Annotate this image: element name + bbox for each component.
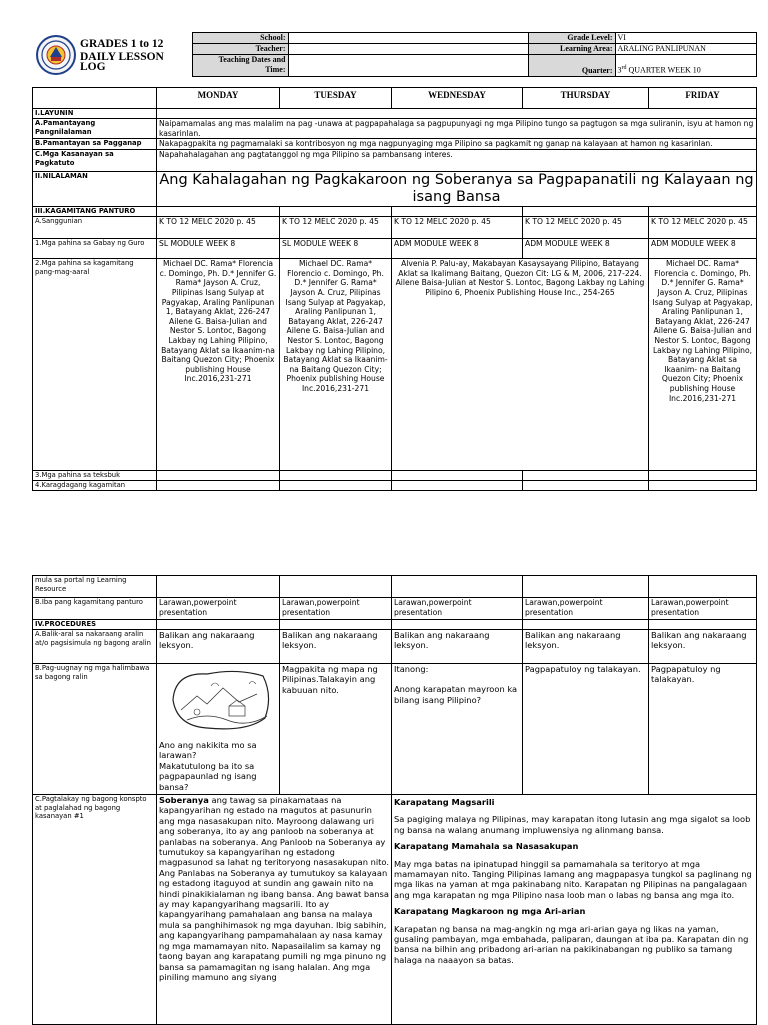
gabay-ng-guro-label: 1.Mga pahina sa Gabay ng Guro xyxy=(33,239,157,259)
soberanya-discussion xyxy=(157,795,392,1025)
pag-uugnay-friday: Pagpapatuloy ng talakayan. xyxy=(649,664,757,795)
lesson-log-header xyxy=(32,32,756,77)
portal-friday xyxy=(649,576,757,598)
pag-uugnay-label: B.Pag-uugnay ng mga halimbawa sa bagong ralin xyxy=(33,664,157,795)
kasanayan-sa-pagkatuto-label: C.Mga Kasanayan sa Pagkatuto xyxy=(33,150,157,172)
procedures-blank-mon xyxy=(157,620,280,630)
balik-aral-monday: Balikan ang nakaraang leksyon. xyxy=(157,630,280,664)
nilalaman-title: Ang Kahalagahan ng Pagkakaroon ng Soberanya sa Pagpapanatili ng Kalayaan ng isang Bansa xyxy=(157,172,757,207)
pamantayang-pangnilalaman-text: Naipamamalas ang mas malalim na pag -unawa at pagpapahalaga sa pagpupunyagi ng mga Pilipino tungo sa pagtugon sa mga suliranin, isyu at hamon ng kasarinlan. xyxy=(157,119,757,139)
sanggunian-label: A.Sanggunian xyxy=(33,217,157,239)
gabay-thursday: ADM MODULE WEEK 8 xyxy=(523,239,649,259)
section-layunin: I.LAYUNIN xyxy=(33,109,157,119)
drawing-image xyxy=(167,666,275,734)
references-wednesday-thursday: Alvenia P. Palu-ay, Makabayan Kasaysayang Pilipino, Batayang Aklat sa Ikalimang Baitang, Quezon Cit: LG & M, 2006, 217-224. Ailene Baisa-Julian at Nestor S. Lontoc, Bagong Lakbay ng Lahing Pilipino 6, Phoenix Publishing House Inc., 254-265 xyxy=(392,259,649,471)
teaching-dates-label xyxy=(192,55,288,77)
sanggunian-thursday: K TO 12 MELC 2020 p. 45 xyxy=(523,217,649,239)
portal-monday xyxy=(157,576,280,598)
quarter-value[interactable] xyxy=(615,55,756,77)
nilalaman-label: II.NILALAMAN xyxy=(33,172,157,207)
kagamitan-blank-tue xyxy=(280,207,392,217)
iba-friday: Larawan,powerpoint presentation xyxy=(649,598,757,620)
portal-wednesday xyxy=(392,576,523,598)
section-kagamitang-panturo: III.KAGAMITANG PANTURO xyxy=(33,207,157,217)
quarter-label: Quarter: xyxy=(528,55,615,77)
sanggunian-friday: K TO 12 MELC 2020 p. 45 xyxy=(649,217,757,239)
portal-tuesday xyxy=(280,576,392,598)
day-header-friday: FRIDAY xyxy=(649,88,757,109)
references-tuesday: Michael DC. Rama* Florencio c. Domingo, Ph. D.* Jennifer G. Rama* Jayson A. Cruz, Pilipinas Isang Sulyap at Pagyakap, Araling Panlipunan 1, Batayang Aklat, 226-247 Ailene G. Baisa-Julian and Nestor S. Lontoc, Bagong Lakbay ng Lahing Pilipino, Batayang Aklat sa Ikaanim- na Baitang Quezon City; Phoenix publishing House Inc.2016,231-271 xyxy=(280,259,392,471)
iba-tuesday: Larawan,powerpoint presentation xyxy=(280,598,392,620)
pamantayan-sa-pagganap-text: Nakapagpakita ng pagmamalaki sa kontribosyon ng mga nagpunyaging mga Pilipino sa pagkamit ng ganap na kalayaan at hamon ng kasarinlan. xyxy=(157,139,757,150)
form-title-grades: GRADES 1 to 12 xyxy=(80,37,164,50)
day-header-tuesday: TUESDAY xyxy=(280,88,392,109)
teaching-dates-label-1: Teaching Dates and xyxy=(218,55,286,64)
iba-thursday: Larawan,powerpoint presentation xyxy=(523,598,649,620)
kagamitan-blank-fri xyxy=(649,207,757,217)
gabay-monday: SL MODULE WEEK 8 xyxy=(157,239,280,259)
section-procedures: IV.PROCEDURES xyxy=(33,620,157,630)
pag-uugnay-thursday: Pagpapatuloy ng talakayan. xyxy=(523,664,649,795)
pamantayang-pangnilalaman-label: A.Pamantayang Pangnilalaman xyxy=(33,119,157,139)
balik-aral-friday: Balikan ang nakaraang leksyon. xyxy=(649,630,757,664)
sanggunian-wednesday: K TO 12 MELC 2020 p. 45 xyxy=(392,217,523,239)
soberanya-text: ang tawag sa pinakamataas na kapangyarihan ng estado na magutos at pasunurin ang mga nasasakupan nito. Mayroong dalawang uri ang soberanya, ito ay ang panloob na soberanya at panlabas na soberanya. Ang Panloob na Soberanya ay tumutukoy sa kapangyarihan ng estadong magpasunod sa lahat ng teritoryong nasasakupan nito. Ang Panlabas na Soberanya ay tumutukoy sa kalayaan ng estadong itaguyod at sundin ang gawain nito na hindi pinakikialaman ng ibang bansa. Ang bawat bansa ay may kapangyarihang magsarili. Ito ay kapangyarihang pamahalaan ang bansa na malaya mula sa panghihimasok ng mga dayuhan. Ibig sabihin, ang kapangyarihang pampamahalaan ay nasa kamay ng mga mamamayan nito. Napasailalim sa kamay ng taong bayan ang karapatang pumili ng mga pinuno ng bansa sa pamamagitan ng isang halalan. Ang mga piniling mamuno ang siyang xyxy=(159,795,389,982)
karapatang-mamahala-heading: Karapatang Mamahala sa Nasasakupan xyxy=(394,841,579,852)
kagamitang-mag-aaral-label: 2.Mga pahina sa kagamitang pang-mag-aaral xyxy=(33,259,157,471)
deped-seal-icon xyxy=(36,35,76,75)
lesson-log-table-continued xyxy=(32,575,756,1025)
teacher-field[interactable] xyxy=(288,44,528,55)
teksbuk-friday xyxy=(649,471,757,481)
karapatang-ari-arian-heading: Karapatang Magkaroon ng mga Ari-arian xyxy=(394,906,586,917)
karapatang-ari-arian-text: Karapatan ng bansa na mag-angkin ng mga ari-arian gaya ng likas na yaman, gusaling pambayan, mga embahada, paliparan, daungan at iba pa. Karapatan din ng bansa na bilhin ang pribadong ari-arian na pakikinabangan ng publiko sa tamang halaga na naaayon sa batas. xyxy=(394,923,749,965)
section-layunin-blank xyxy=(157,109,757,119)
karagdagang-thursday xyxy=(523,481,649,491)
school-label: School: xyxy=(192,33,288,44)
teacher-label: Teacher: xyxy=(192,44,288,55)
iba-monday: Larawan,powerpoint presentation xyxy=(157,598,280,620)
balik-aral-tuesday: Balikan ang nakaraang leksyon. xyxy=(280,630,392,664)
pag-uugnay-wednesday xyxy=(392,664,523,795)
pamantayan-sa-pagganap-label: B.Pamantayan sa Pagganap xyxy=(33,139,157,150)
pag-uugnay-question-2: Makatutulong ba ito sa pagpapaunlad ng isang bansa? xyxy=(159,760,257,792)
pag-uugnay-itanong: Itanong: xyxy=(394,664,429,674)
kasanayan-sa-pagkatuto-text: Napahahalagahan ang pagtatanggol ng mga Pilipino sa pambansang interes. xyxy=(157,150,757,172)
karapatang-mamahala-text: May mga batas na ipinatupad hinggil sa pamamahala sa teritoryo at mga mamamayan nito. Tanging Pilipinas lamang ang magpapasya tungkol sa paglinang ng mga likas na yaman at mga pakinabang nito. Karapatan ng Pilipinas na pangalagaan ang mga karapatan ng mga Pilipino nasa loob man o labas ng bansa ang mga ito. xyxy=(394,858,752,900)
school-field[interactable] xyxy=(288,33,528,44)
karagdagang-tuesday xyxy=(280,481,392,491)
karagdagang-kagamitan-label: 4.Karagdagang kagamitan xyxy=(33,481,157,491)
soberanya-term: Soberanya xyxy=(159,795,209,805)
pag-uugnay-question-1: Ano ang nakikita mo sa larawan? xyxy=(159,740,257,761)
balik-aral-wednesday: Balikan ang nakaraang leksyon. xyxy=(392,630,523,664)
day-header-monday: MONDAY xyxy=(157,88,280,109)
karapatang-magsarili-text: Sa pagiging malaya ng Pilipinas, may karapatan itong lutasin ang mga sigalot sa loob ng bansa na walang anumang impluwensiya ng alinmang bansa. xyxy=(394,814,751,835)
references-monday: Michael DC. Rama* Florencia c. Domingo, Ph. D.* Jennifer G. Rama* Jayson A. Cruz, Pilipinas Isang Sulyap at Pagyakap, Araling Panlipunan 1, Batayang Aklat, 226-247 Ailene G. Baisa-Julian and Nestor S. Lontoc, Bagong Lakbay ng Lahing Pilipino, Batayang Aklat sa Ikaanim-na Baitang Quezon City; Phoenix publishing House Inc.2016,231-271 xyxy=(157,259,280,471)
teksbuk-tuesday xyxy=(280,471,392,481)
balik-aral-thursday: Balikan ang nakaraang leksyon. xyxy=(523,630,649,664)
procedures-blank-wed xyxy=(392,620,523,630)
references-friday: Michael DC. Rama* Florencia c. Domingo, Ph. D.* Jennifer G. Rama* Jayson A. Cruz, Pilipinas Isang Sulyap at Pagyakap, Araling Panlipunan 1, Batayang Aklat, 226-247 Ailene G. Baisa-Julian and Nestor S. Lontoc, Bagong Lakbay ng Lahing Pilipino, Batayang Aklat sa Ikaanim- na Baitang Quezon City; Phoenix publishing House Inc.2016,231-271 xyxy=(649,259,757,471)
teaching-dates-field[interactable] xyxy=(288,55,528,77)
day-header-wednesday: WEDNESDAY xyxy=(392,88,523,109)
learning-area-label: Learning Area: xyxy=(528,44,615,55)
gabay-wednesday: ADM MODULE WEEK 8 xyxy=(392,239,523,259)
teaching-dates-label-2: Time: xyxy=(265,65,286,74)
teksbuk-thursday xyxy=(523,471,649,481)
gabay-friday: ADM MODULE WEEK 8 xyxy=(649,239,757,259)
days-header-blank xyxy=(33,88,157,109)
portal-label: mula sa portal ng Learning Resource xyxy=(33,576,157,598)
iba-wednesday: Larawan,powerpoint presentation xyxy=(392,598,523,620)
karapatan-discussion xyxy=(392,795,757,1025)
kagamitan-blank-thu xyxy=(523,207,649,217)
gabay-tuesday: SL MODULE WEEK 8 xyxy=(280,239,392,259)
procedures-blank-fri xyxy=(649,620,757,630)
pag-uugnay-monday xyxy=(157,664,280,795)
sanggunian-monday: K TO 12 MELC 2020 p. 45 xyxy=(157,217,280,239)
quarter-week: QUARTER WEEK 10 xyxy=(626,66,701,75)
form-title-dll: DAILY LESSON LOG xyxy=(80,50,164,73)
procedures-blank-tue xyxy=(280,620,392,630)
teksbuk-monday xyxy=(157,471,280,481)
teksbuk-wednesday xyxy=(392,471,523,481)
iba-pang-kagamitan-label: B.Iba pang kagamitang panturo xyxy=(33,598,157,620)
karagdagang-wednesday xyxy=(392,481,523,491)
kagamitan-blank-wed xyxy=(392,207,523,217)
quarter-suffix: rd xyxy=(621,65,627,72)
quarter-number: 3 xyxy=(617,66,622,75)
portal-thursday xyxy=(523,576,649,598)
sanggunian-tuesday: K TO 12 MELC 2020 p. 45 xyxy=(280,217,392,239)
grade-level-label: Grade Level: xyxy=(528,33,615,44)
pag-uugnay-tuesday: Magpakita ng mapa ng Pilipinas.Talakayin ang kabuuan nito. xyxy=(280,664,392,795)
karagdagang-monday xyxy=(157,481,280,491)
pag-uugnay-question: Anong karapatan mayroon ka bilang isang Pilipino? xyxy=(394,684,518,705)
teksbuk-label: 3.Mga pahina sa teksbuk xyxy=(33,471,157,481)
learning-area-value[interactable]: ARALING PANLIPUNAN xyxy=(615,44,756,55)
header-title-block xyxy=(32,33,192,77)
kagamitan-blank-mon xyxy=(157,207,280,217)
grade-level-value[interactable]: VI xyxy=(615,33,756,44)
pagtalakay-label: C.Pagtalakay ng bagong konspto at paglalahad ng bagong kasanayan #1 xyxy=(33,795,157,1025)
karagdagang-friday xyxy=(649,481,757,491)
karapatang-magsarili-heading: Karapatang Magsarili xyxy=(394,797,495,807)
day-header-thursday: THURSDAY xyxy=(523,88,649,109)
procedures-blank-thu xyxy=(523,620,649,630)
balik-aral-label: A.Balik-aral sa nakaraang aralin at/o pagsisimula ng bagong aralin xyxy=(33,630,157,664)
lesson-log-table xyxy=(32,87,756,491)
